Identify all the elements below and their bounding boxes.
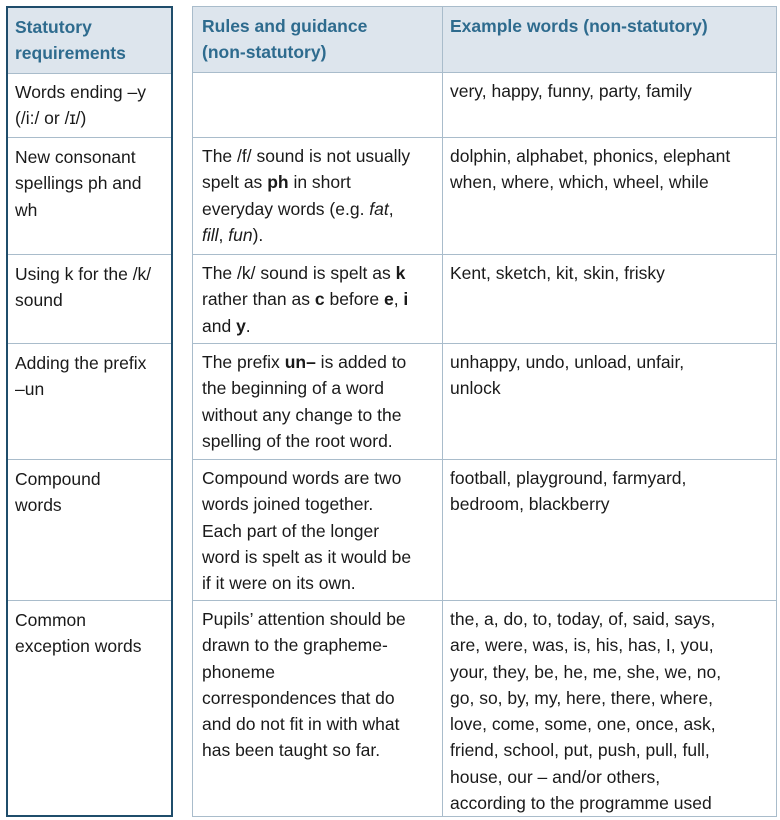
text-run: in short [288,172,351,193]
guidance-table [192,6,777,817]
text-run: ). [252,224,264,245]
header-line: Statutory [15,17,92,37]
rules-text [202,606,406,764]
text-run: before [324,289,384,310]
text-line: Using k for the /k/ [15,264,152,284]
example-word: fat [369,198,389,219]
text-line: phoneme [202,661,275,682]
header-line: requirements [15,43,126,63]
examples-text [450,606,721,816]
text-line: drawn to the grapheme- [202,635,388,656]
requirement-text [15,466,101,519]
requirement-cell [8,344,171,460]
examples-text [450,349,684,402]
example-word: fill [202,224,219,245]
emphasis: y [236,315,246,336]
emphasis: k [395,263,406,283]
text-line: love, come, some, one, once, ask, [450,714,716,735]
text-line: bedroom, blackberry [450,494,610,515]
text-line: are, were, was, is, his, has, I, you, [450,635,714,656]
text-line: Adding the prefix [15,353,147,373]
text-line: wh [15,199,38,220]
text-line [202,313,408,339]
row-divider [193,137,776,138]
requirement-text [15,261,151,314]
text-line: words [15,495,62,516]
text-line: spellings ph and [15,173,142,194]
text-run: is added to [315,352,407,372]
text-line [202,260,408,286]
text-line: friend, school, put, push, pull, full, [450,740,710,761]
text-line: The /f/ sound is not usually [202,146,411,166]
text-line: unlock [450,378,501,399]
row-divider [193,343,776,344]
text-line: Kent, sketch, kit, skin, frisky [450,263,665,283]
requirement-text [15,350,146,403]
emphasis: e [383,289,394,310]
text-line: house, our – and/or others, [450,766,661,787]
text-line [202,286,408,312]
text-line: without any change to the [202,404,402,425]
text-run: everyday words (e.g. [202,198,370,219]
text-line: unhappy, undo, unload, unfair, [450,352,685,372]
emphasis: c [314,289,325,310]
requirement-cell [8,460,171,601]
statutory-header [15,14,126,66]
row-divider [193,600,776,601]
examples-text [450,465,686,518]
example-word: fun [228,224,253,245]
text-line: according to the programme used [450,793,712,814]
statutory-header-cell [8,8,171,74]
text-line: Words ending –y [15,82,147,102]
text-line: sound [15,290,63,311]
text-line: –un [15,379,45,400]
header-line: (non-statutory) [202,42,327,62]
rules-header [202,13,367,65]
text-line: (/i:/ or /ɪ/) [15,108,87,129]
text-line: New consonant [15,147,136,167]
text-line: Compound [15,469,101,489]
rules-text [202,465,411,596]
text-line: very, happy, funny, party, family [450,81,692,101]
text-line: the, a, do, to, today, of, said, says, [450,609,716,629]
text-run: , [218,224,229,245]
text-line: word is spelt as it would be [202,546,412,567]
row-divider [193,254,776,255]
text-run: The /k/ sound is spelt as [202,263,396,283]
text-line: football, playground, farmyard, [450,468,687,488]
requirement-text [15,144,141,223]
text-run: . [245,315,251,336]
text-run: and [202,315,237,336]
text-line: Each part of the longer [202,520,380,541]
text-line: Common [15,610,86,630]
text-line: exception words [15,636,142,657]
examples-header [450,13,708,39]
examples-text [450,78,692,104]
header-line: Rules and guidance [202,16,368,36]
requirement-text [15,79,146,132]
text-line: has been taught so far. [202,740,381,761]
text-line [202,169,410,195]
rules-text [202,349,406,454]
text-line: and do not fit in with what [202,714,400,735]
text-run: The prefix [202,352,285,372]
text-run: , [388,198,394,219]
text-line [202,349,406,375]
rules-text [202,260,408,339]
emphasis: ph [267,172,289,193]
text-line: when, where, which, wheel, while [450,172,709,193]
rules-text [202,143,410,248]
requirement-cell [8,138,171,255]
text-line: Compound words are two [202,468,402,488]
column-divider [442,7,443,816]
guidance-header-row [193,7,776,73]
text-line: your, they, be, he, me, she, we, no, [450,661,722,682]
emphasis: i [403,289,409,310]
text-line: Pupils’ attention should be [202,609,406,629]
header-line: Example words (non-statutory) [450,16,708,36]
text-line: correspondences that do [202,687,395,708]
text-line [202,222,410,248]
requirement-cell [8,601,171,815]
row-divider [193,459,776,460]
text-line: the beginning of a word [202,378,384,399]
text-line: words joined together. [202,494,374,515]
text-run: rather than as [202,289,315,310]
text-line: spelling of the root word. [202,430,393,451]
requirement-text [15,607,141,660]
emphasis: un– [284,352,316,372]
text-line [202,196,410,222]
statutory-column [6,6,173,817]
text-line: go, so, by, my, here, there, where, [450,687,713,708]
text-line: if it were on its own. [202,573,356,594]
requirement-cell [8,73,171,138]
text-run: spelt as [202,172,268,193]
examples-text [450,143,730,196]
requirement-cell [8,255,171,344]
text-run: , [393,289,404,310]
examples-text [450,260,665,286]
text-line: dolphin, alphabet, phonics, elephant [450,146,731,166]
